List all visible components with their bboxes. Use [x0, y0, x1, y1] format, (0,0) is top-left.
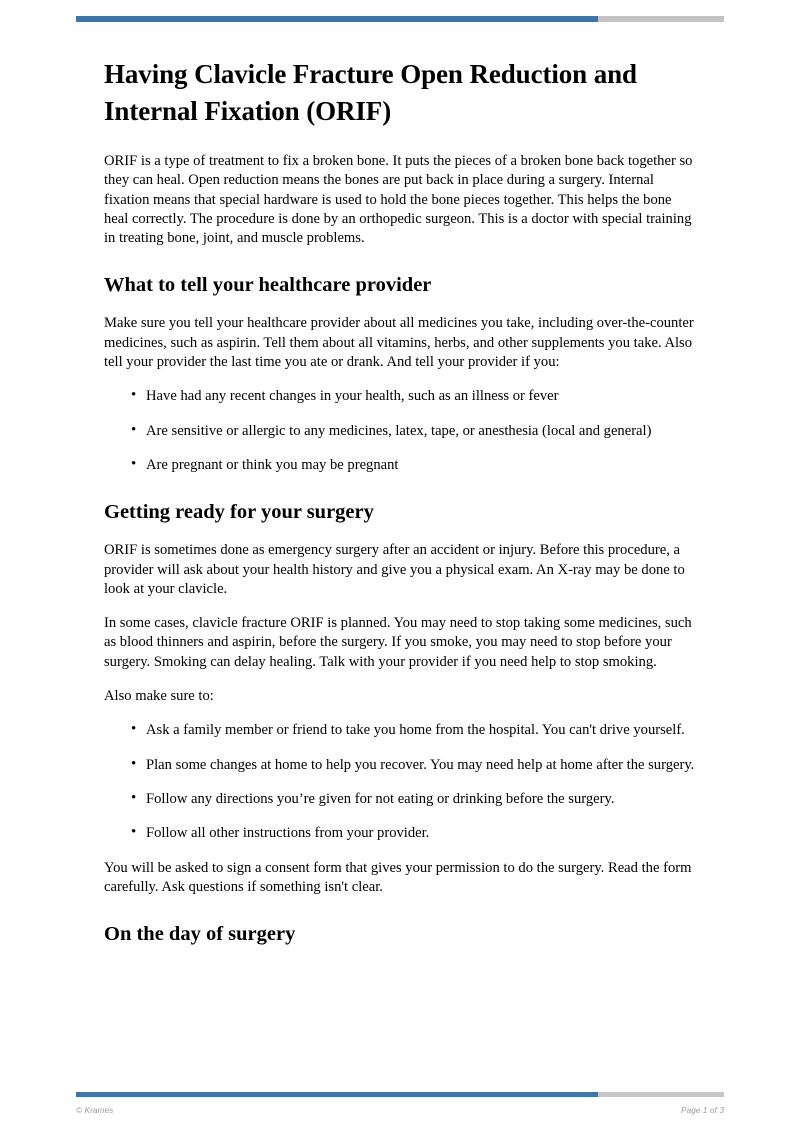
page-number: Page 1 of 3	[681, 1106, 724, 1115]
list-item: • Are pregnant or think you may be pregnant	[104, 456, 696, 475]
header-rule-gray-segment	[598, 16, 724, 22]
list-item: • Have had any recent changes in your health, such as an illness or fever	[104, 387, 696, 406]
list-item: • Ask a family member or friend to take you home from the hospital. You can't drive yourself.	[104, 721, 696, 740]
section-heading-getting-ready: Getting ready for your surgery	[104, 501, 374, 524]
document-content	[104, 56, 696, 963]
page-footer	[76, 1106, 724, 1115]
list-item: • Follow any directions you’re given for not eating or drinking before the surgery.	[104, 790, 696, 809]
header-rule-blue-segment	[76, 16, 598, 22]
getting-ready-lead-in: Also make sure to:	[104, 688, 214, 705]
tell-provider-bullet-list	[104, 387, 696, 475]
footer-rule	[76, 1092, 724, 1097]
list-item: • Follow all other instructions from your provider.	[104, 824, 696, 843]
list-item: • Are sensitive or allergic to any medicines, latex, tape, or anesthesia (local and general)	[104, 422, 696, 441]
getting-ready-bullet-list	[104, 721, 696, 843]
section-heading-tell-provider: What to tell your healthcare provider	[104, 274, 432, 297]
footer-rule-gray-segment	[598, 1092, 724, 1097]
list-item: • Plan some changes at home to help you recover. You may need help at home after the surgery.	[104, 756, 696, 775]
getting-ready-paragraph-2: In some cases, clavicle fracture ORIF is planned. You may need to stop taking some medicines, such as blood thinners and aspirin, before the surgery. If you smoke, you may need to stop before your surgery. Smoking can delay healing. Talk with your provider if you need help to stop smoking.	[104, 615, 692, 670]
copyright-notice: © Krames	[76, 1106, 114, 1115]
getting-ready-paragraph-1: ORIF is sometimes done as emergency surgery after an accident or injury. Before this procedure, a provider will ask about your health history and give you a physical exam. An X-ray may be done to look at your clavicle.	[104, 542, 685, 597]
footer-rule-blue-segment	[76, 1092, 598, 1097]
consent-form-paragraph: You will be asked to sign a consent form that gives your permission to do the surgery. Read the form carefully. Ask questions if something isn't clear.	[104, 859, 692, 895]
page-title: Having Clavicle Fracture Open Reduction and Internal Fixation (ORIF)	[104, 59, 637, 126]
section-heading-day-of-surgery: On the day of surgery	[104, 923, 296, 946]
intro-paragraph: ORIF is a type of treatment to fix a broken bone. It puts the pieces of a broken bone back together so they can heal. Open reduction means the bones are put back in place during a surgery. Internal fixation means that special hardware is used to hold the bone pieces together. This helps the bone heal correctly. The procedure is done by an orthopedic surgeon. This is a doctor with special training in treating bone, joint, and muscle problems.	[104, 153, 693, 247]
tell-provider-paragraph: Make sure you tell your healthcare provider about all medicines you take, including over-the-counter medicines, such as aspirin. Tell them about all vitamins, herbs, and other supplements you take. Also tell your provider the last time you ate or drank. And tell your provider if you:	[104, 315, 694, 371]
header-rule	[76, 16, 724, 22]
